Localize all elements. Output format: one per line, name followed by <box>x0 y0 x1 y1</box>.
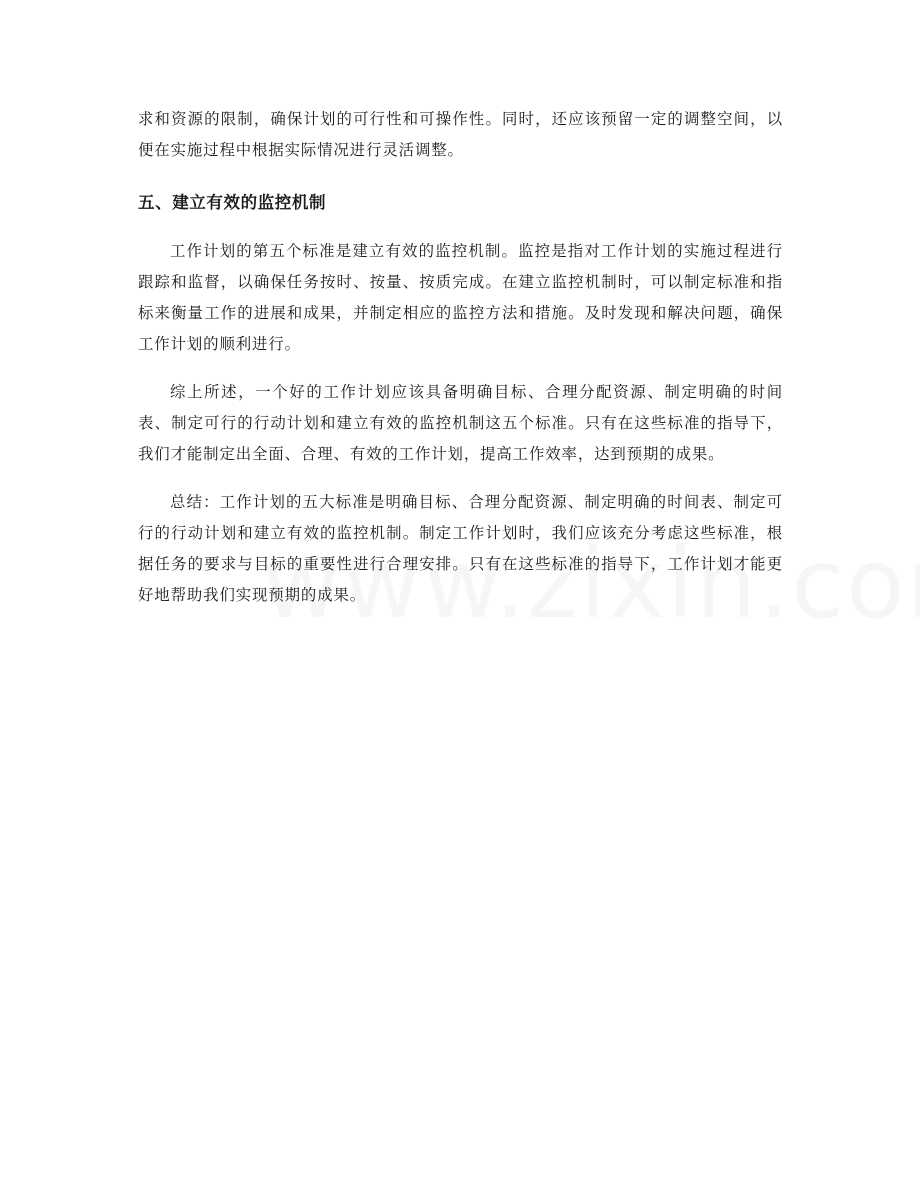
paragraph-monitoring: 工作计划的第五个标准是建立有效的监控机制。监控是指对工作计划的实施过程进行跟踪和监督，以确保任务按时、按量、按质完成。在建立监控机制时，可以制定标准和指标来衡量工作的进展和成果，并制定相应的监控方法和措施。及时发现和解决问题，确保工作计划的顺利进行。 <box>138 242 783 353</box>
paragraph-conclusion: 总结：工作计划的五大标准是明确目标、合理分配资源、制定明确的时间表、制定可行的行动计划和建立有效的监控机制。制定工作计划时，我们应该充分考虑这些标准，根据任务的要求与目标的重要性进行合理安排。只有在这些标准的指导下，工作计划才能更好地帮助我们实现预期的成果。 <box>138 493 783 604</box>
paragraph-summary: 综上所述，一个好的工作计划应该具备明确目标、合理分配资源、制定明确的时间表、制定可行的行动计划和建立有效的监控机制这五个标准。只有在这些标准的指导下，我们才能制定出全面、合理、有效的工作计划，提高工作效率，达到预期的成果。 <box>138 383 783 463</box>
section-heading: 五、建立有效的监控机制 <box>138 193 327 212</box>
document-body <box>138 104 783 611</box>
intro-paragraph: 求和资源的限制，确保计划的可行性和可操作性。同时，还应该预留一定的调整空间，以便在实施过程中根据实际情况进行灵活调整。 <box>138 110 783 159</box>
